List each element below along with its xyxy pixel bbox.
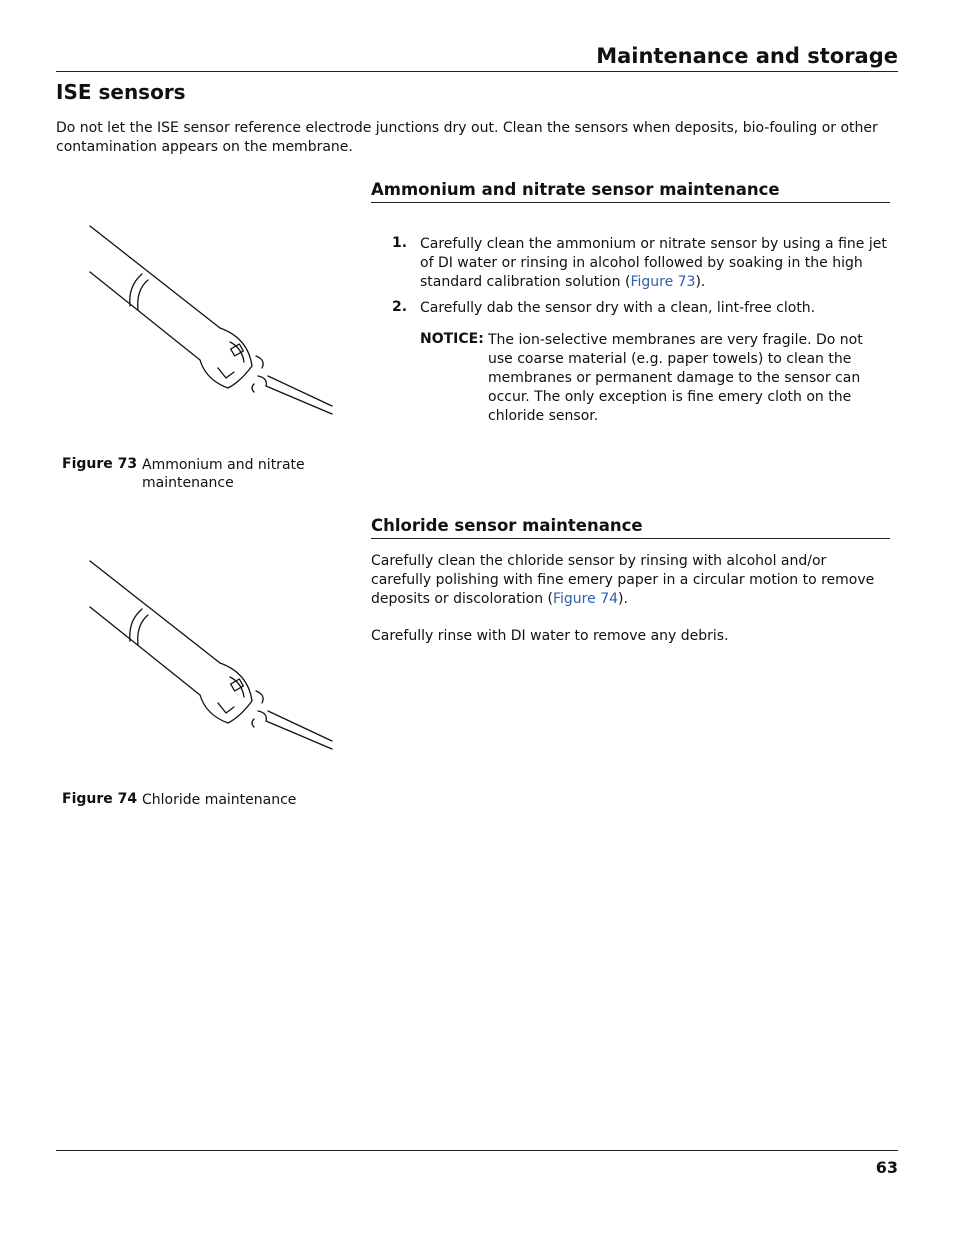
step-1-text [420,235,888,292]
step-1-number: 1. [392,235,408,251]
chloride-text-before: Carefully clean the chloride sensor by rinsing with alcohol and/or carefully polishing with fine emery paper in a circular motion to remove deposits or discoloration ( [371,553,875,607]
figure-74-illustration [80,555,340,755]
figure-73-label: Figure 73 [62,456,138,472]
header-divider [56,71,898,72]
notice-text: The ion-selective membranes are very fragile. Do not use coarse material (e.g. paper towels) to clean the membranes or permanent damage to the sensor can occur. The only exception is fine emery cloth on the chloride sensor. [488,332,863,424]
figure-73-link[interactable]: Figure 73 [630,274,696,290]
sensor-drawing [90,226,332,414]
figure-73-illustration [80,220,340,420]
step-2-number: 2. [392,299,408,315]
figure-74-caption: Chloride maintenance [142,792,297,808]
chloride-paragraph-1 [371,552,890,609]
step-1-text-after: ). [695,274,706,290]
notice-label: NOTICE: [420,331,484,347]
figure-73-caption: Ammonium and nitrate maintenance [142,457,305,491]
step-2-text: Carefully dab the sensor dry with a clean, lint-free cloth. [420,300,816,316]
chloride-heading: Chloride sensor maintenance [371,516,890,539]
step-1-text-before: Carefully clean the ammonium or nitrate sensor by using a fine jet of DI water or rinsing in alcohol followed by soaking in the high standard calibration solution ( [420,236,887,290]
section-title: ISE sensors [56,80,186,104]
figure-74-label: Figure 74 [62,791,138,807]
page-header-title: Maintenance and storage [596,44,898,68]
sensor-drawing [90,561,332,749]
chloride-text-after: ). [618,591,628,607]
figure-74-link[interactable]: Figure 74 [553,591,619,607]
ammonium-heading: Ammonium and nitrate sensor maintenance [371,180,890,203]
footer-divider [56,1150,898,1151]
page-number: 63 [875,1158,898,1177]
chloride-paragraph-2: Carefully rinse with DI water to remove any debris. [371,628,729,644]
intro-paragraph: Do not let the ISE sensor reference electrode junctions dry out. Clean the sensors when deposits, bio-fouling or other contamination appears on the membrane. [56,120,878,155]
